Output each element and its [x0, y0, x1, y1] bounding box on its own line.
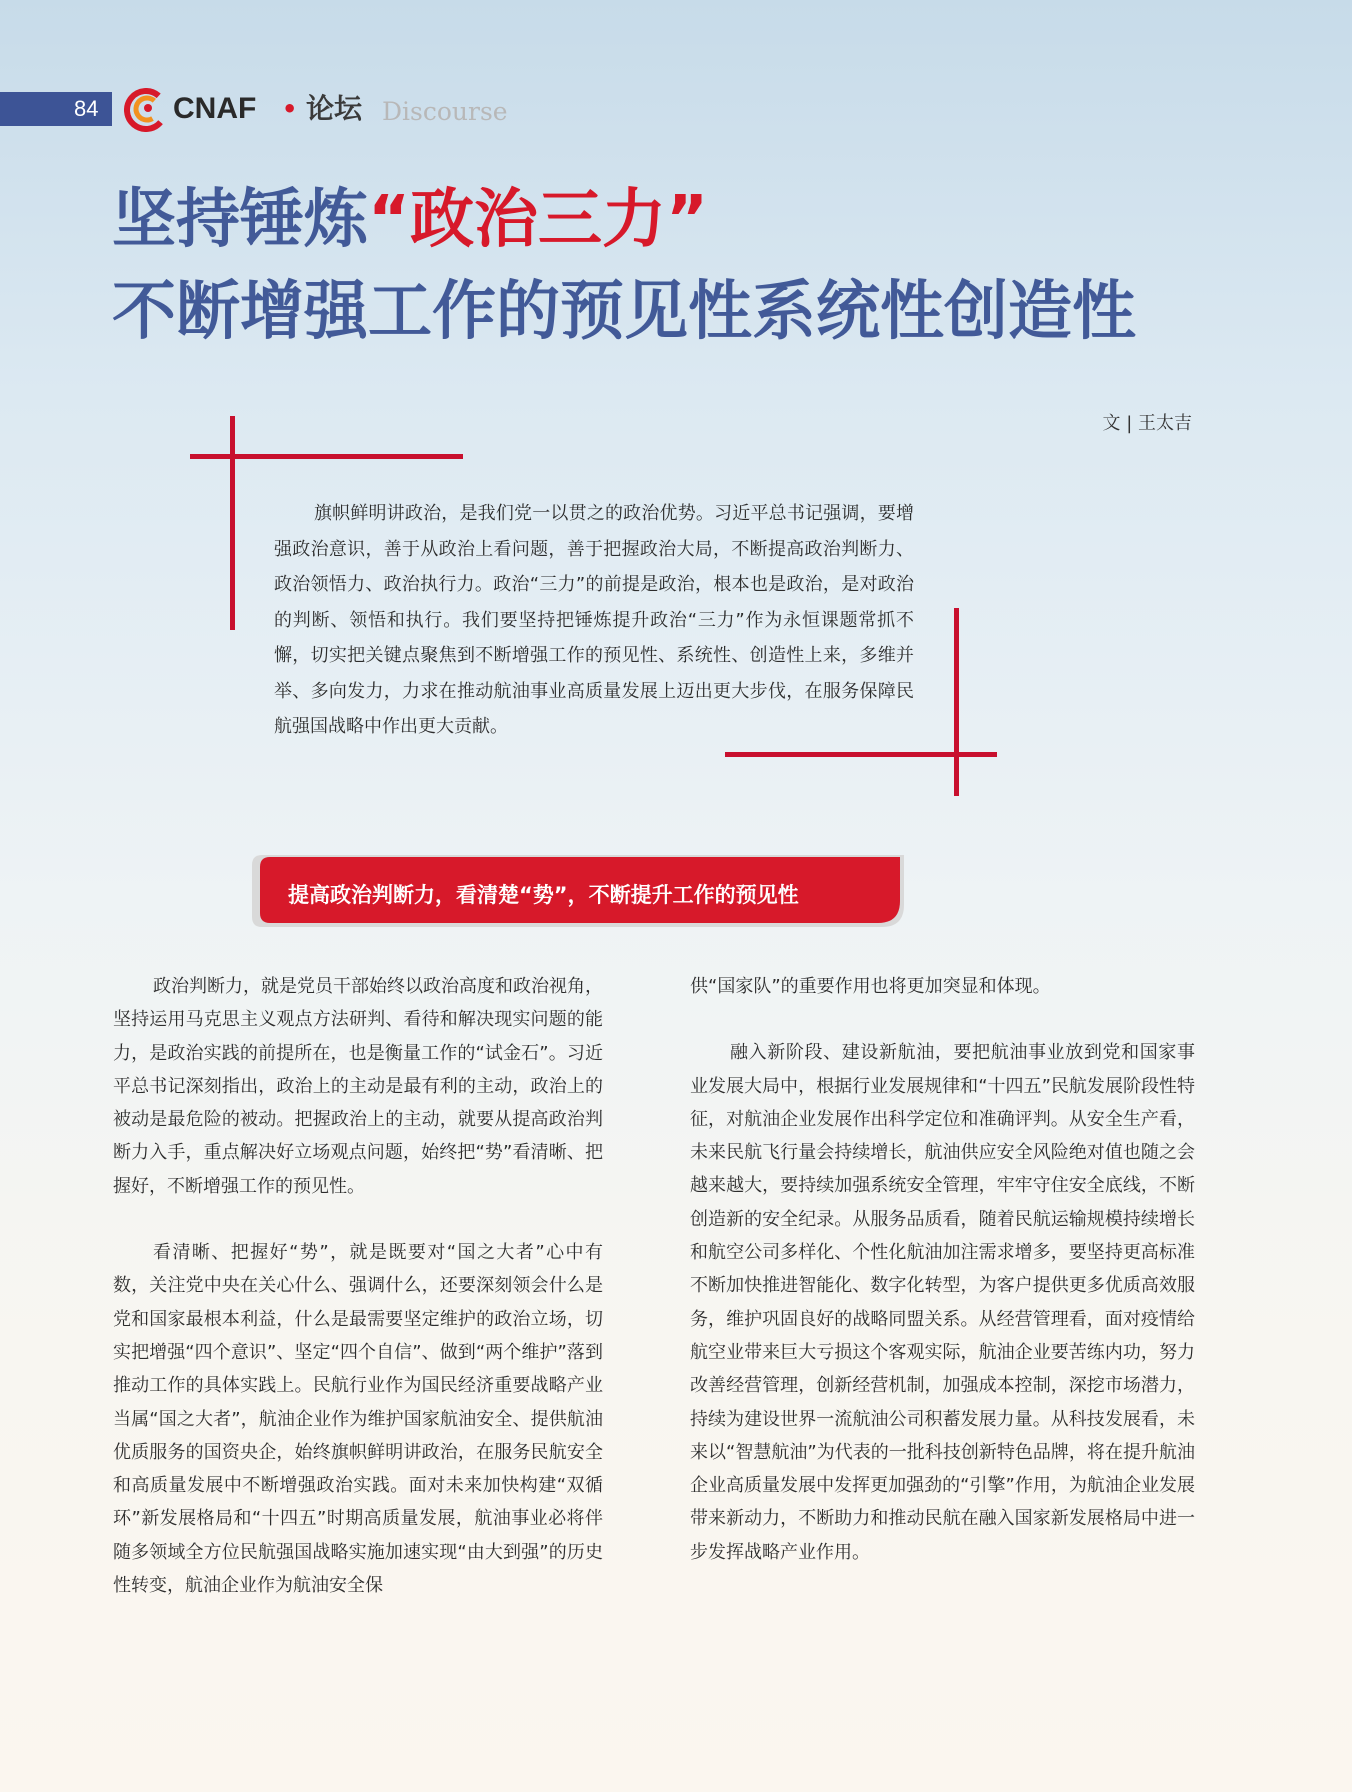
- title-highlight: “政治三力”: [368, 183, 709, 257]
- page-number: 84: [74, 96, 99, 121]
- body-column-left: [113, 970, 603, 1602]
- cnaf-logo-icon: [124, 88, 168, 132]
- body-column-right: [690, 970, 1195, 1569]
- paragraph: 看清晰、把握好“势”，就是既要对“国之大者”心中有数，关注党中央在关心什么、强调什么，还要深刻领会什么是党和国家最根本利益，什么是最需要坚定维护的政治立场，切实把增强“四个意识”、坚定“四个自信”、做到“两个维护”落到推动工作的具体实践上。民航行业作为国民经济重要战略产业当属“国之大者”，航油企业作为维护国家航油安全、提供航油优质服务的国资央企，始终旗帜鲜明讲政治，在服务民航安全和高质量发展中不断增强政治实践。面对未来加快构建“双循环”新发展格局和“十四五”时期高质量发展，航油事业必将伴随多领域全方位民航强国战略实施加速实现“由大到强”的历史性转变，航油企业作为航油安全保: [113, 1242, 603, 1597]
- section-name: 论坛: [306, 92, 363, 125]
- section-name-en: Discourse: [382, 97, 508, 126]
- corner-line-top-vertical: [230, 416, 235, 630]
- paragraph: 融入新阶段、建设新航油，要把航油事业放到党和国家事业发展大局中，根据行业发展规律和“十四五”民航发展阶段性特征，对航油企业发展作出科学定位和准确评判。从安全生产看，未来民航飞行量会持续增长，航油供应安全风险绝对值也随之会越来越大，要持续加强系统安全管理，牢牢守住安全底线，不断创造新的安全纪录。从服务品质看，随着民航运输规模持续增长和航空公司多样化、个性化航油加注需求增多，要坚持更高标准不断加快推进智能化、数字化转型，为客户提供更多优质高效服务，维护巩固良好的战略同盟关系。从经营管理看，面对疫情给航空业带来巨大亏损这个客观实际，航油企业要苦练内功，努力改善经营管理，创新经营机制，加强成本控制，深挖市场潜力，持续为建设世界一流航油公司积蓄发展力量。从科技发展看，未来以“智慧航油”为代表的一批科技创新特色品牌，将在提升航油企业高质量发展中发挥更加强劲的“引擎”作用，为航油企业发展带来新动力，不断助力和推动民航在融入国家新发展格局中进一步发挥战略产业作用。: [690, 1042, 1195, 1563]
- paragraph-continued: 供“国家队”的重要作用也将更加突显和体现。: [690, 976, 1051, 997]
- abstract-text: 旗帜鲜明讲政治，是我们党一以贯之的政治优势。习近平总书记强调，要增强政治意识，善于从政治上看问题，善于把握政治大局，不断提高政治判断力、政治领悟力、政治执行力。政治“三力”的前提是政治，根本也是政治，是对政治的判断、领悟和执行。我们要坚持把锤炼提升政治“三力”作为永恒课题常抓不懈，切实把关键点聚焦到不断增强工作的预见性、系统性、创造性上来，多维并举、多向发力，力求在推动航油事业高质量发展上迈出更大步伐，在服务保障民航强国战略中作出更大贡献。: [274, 503, 914, 737]
- title-line-1: [112, 180, 708, 260]
- logo-text: CNAF: [173, 92, 257, 125]
- paragraph: 政治判断力，就是党员干部始终以政治高度和政治视角，坚持运用马克思主义观点方法研判、看待和解决现实问题的能力，是政治实践的前提所在，也是衡量工作的“试金石”。习近平总书记深刻指出，政治上的主动是最有利的主动，政治上的被动是最危险的被动。把握政治上的主动，就要从提高政治判断力入手，重点解决好立场观点问题，始终把“势”看清晰、把握好，不断增强工作的预见性。: [113, 976, 603, 1197]
- title-prefix: 坚持锤炼: [112, 183, 368, 257]
- title-line-2: 不断增强工作的预见性系统性创造性: [112, 275, 1136, 349]
- header-separator: •: [282, 95, 298, 123]
- section-heading: 提高政治判断力，看清楚“势”，不断提升工作的预见性: [288, 883, 799, 907]
- byline: 文 | 王太吉: [1102, 413, 1192, 434]
- corner-line-bottom-vertical: [954, 608, 959, 796]
